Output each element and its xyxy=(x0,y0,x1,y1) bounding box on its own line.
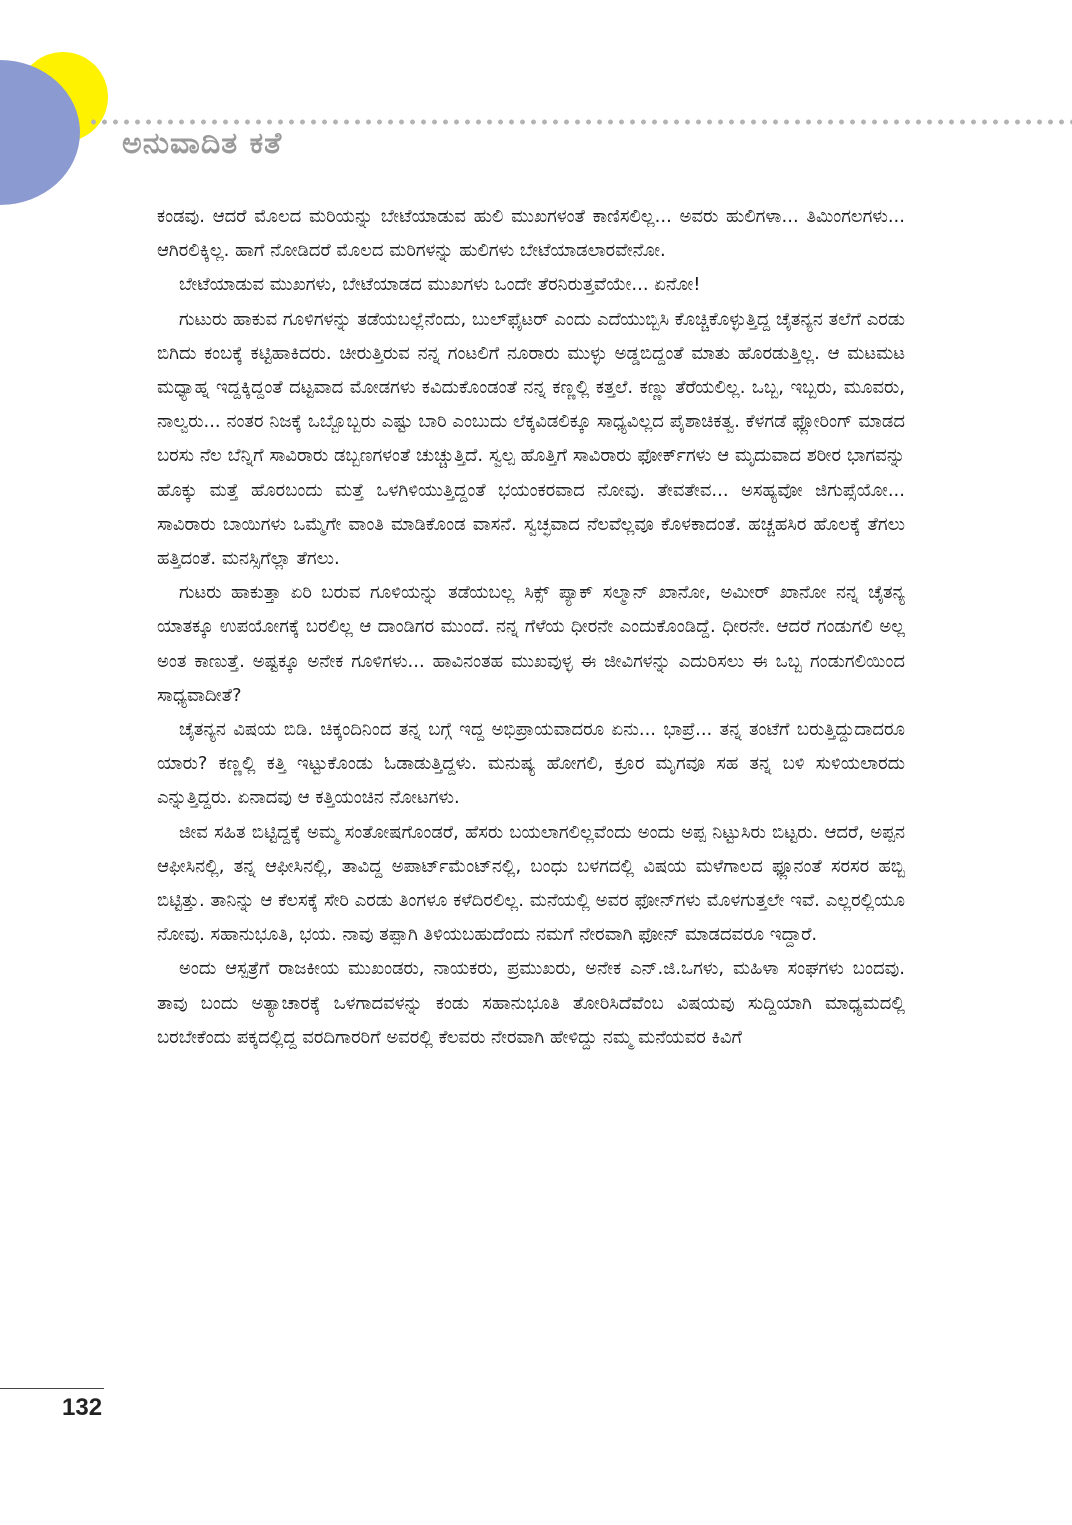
paragraph: ಅಂದು ಆಸ್ಪತ್ರೆಗೆ ರಾಜಕೀಯ ಮುಖಂಡರು, ನಾಯಕರು, ಪ್ರಮುಖರು, ಅನೇಕ ಎನ್.ಜಿ.ಒಗಳು, ಮಹಿಳಾ ಸಂಘಗಳು ಬಂದವು. ತಾವು ಬಂದು ಅತ್ಯಾಚಾರಕ್ಕೆ ಒಳಗಾದವಳನ್ನು ಕಂಡು ಸಹಾನುಭೂತಿ ತೋರಿಸಿದೆವೆಂಬ ವಿಷಯವು ಸುದ್ದಿಯಾಗಿ ಮಾಧ್ಯಮದಲ್ಲಿ ಬರಬೇಕೆಂದು ಪಕ್ಕದಲ್ಲಿದ್ದ ವರದಿಗಾರರಿಗೆ ಅವರಲ್ಲಿ ಕೆಲವರು ನೇರವಾಗಿ ಹೇಳಿದ್ದು ನಮ್ಮ ಮನೆಯವರ ಕಿವಿಗೆ xyxy=(157,958,905,1048)
paragraph: ಕಂಡವು. ಆದರೆ ಮೊಲದ ಮರಿಯನ್ನು ಬೇಟೆಯಾಡುವ ಹುಲಿ ಮುಖಗಳಂತೆ ಕಾಣಿಸಲಿಲ್ಲ... ಅವರು ಹುಲಿಗಳಾ... ತಿಮಿಂಗಲಗಳು... ಆಗಿರಲಿಕ್ಕಿಲ್ಲ. ಹಾಗೆ ನೋಡಿದರೆ ಮೊಲದ ಮರಿಗಳನ್ನು ಹುಲಿಗಳು ಬೇಟೆಯಾಡಲಾರವೇನೋ. xyxy=(157,206,905,262)
section-title: ಅನುವಾದಿತ ಕತೆ xyxy=(122,126,283,161)
story-body xyxy=(157,200,905,1055)
paragraph: ಚೈತನ್ಯನ ವಿಷಯ ಬಿಡಿ. ಚಿಕ್ಕಂದಿನಿಂದ ತನ್ನ ಬಗ್ಗೆ ಇದ್ದ ಅಭಿಪ್ರಾಯವಾದರೂ ಏನು... ಭಾಪ್ರೆ... ತನ್ನ ತಂಟೆಗೆ ಬರುತ್ತಿದ್ದುದಾದರೂ ಯಾರು? ಕಣ್ಣಲ್ಲಿ ಕತ್ತಿ ಇಟ್ಟುಕೊಂಡು ಓಡಾಡುತ್ತಿದ್ದಳು. ಮನುಷ್ಯ ಹೋಗಲಿ, ಕ್ರೂರ ಮೃಗವೂ ಸಹ ತನ್ನ ಬಳಿ ಸುಳಿಯಲಾರದು ಎನ್ನುತ್ತಿದ್ದರು. ಏನಾದವು ಆ ಕತ್ತಿಯಂಚಿನ ನೋಟಗಳು. xyxy=(157,719,905,809)
paragraph: ಜೀವ ಸಹಿತ ಬಿಟ್ಟಿದ್ದಕ್ಕೆ ಅಮ್ಮ ಸಂತೋಷಗೊಂಡರೆ, ಹೆಸರು ಬಯಲಾಗಲಿಲ್ಲವೆಂದು ಅಂದು ಅಪ್ಪ ನಿಟ್ಟುಸಿರು ಬಿಟ್ಟರು. ಆದರೆ, ಅಪ್ಪನ ಆಫೀಸಿನಲ್ಲಿ, ತನ್ನ ಆಫೀಸಿನಲ್ಲಿ, ತಾವಿದ್ದ ಅಪಾರ್ಟ್‌ಮೆಂಟ್‌ನಲ್ಲಿ, ಬಂಧು ಬಳಗದಲ್ಲಿ ವಿಷಯ ಮಳೆಗಾಲದ ಫ್ಲೂನಂತೆ ಸರಸರ ಹಬ್ಬಿ ಬಿಟ್ಟಿತ್ತು. ತಾನಿನ್ನು ಆ ಕೆಲಸಕ್ಕೆ ಸೇರಿ ಎರಡು ತಿಂಗಳೂ ಕಳೆದಿರಲಿಲ್ಲ. ಮನೆಯಲ್ಲಿ ಅವರ ಫೋನ್‌ಗಳು ಮೊಳಗುತ್ತಲೇ ಇವೆ. ಎಲ್ಲರಲ್ಲಿಯೂ ನೋವು. ಸಹಾನುಭೂತಿ, ಭಯ. ನಾವು ತಪ್ಪಾಗಿ ತಿಳಿಯಬಹುದೆಂದು ನಮಗೆ ನೇರವಾಗಿ ಫೋನ್ ಮಾಡದವರೂ ಇದ್ದಾರೆ. xyxy=(157,821,905,946)
paragraph: ಬೇಟೆಯಾಡುವ ಮುಖಗಳು, ಬೇಟೆಯಾಡದ ಮುಖಗಳು ಒಂದೇ ತೆರನಿರುತ್ತವೆಯೇ... ಏನೋ! xyxy=(179,274,701,296)
footer-rule xyxy=(0,1388,104,1389)
page-number: 132 xyxy=(62,1394,103,1421)
paragraph: ಗುಟುರು ಹಾಕುವ ಗೂಳಿಗಳನ್ನು ತಡೆಯಬಲ್ಲೆನೆಂದು, ಬುಲ್‌ಫೈಟರ್ ಎಂದು ಎದೆಯುಬ್ಬಿಸಿ ಕೊಚ್ಚಿಕೊಳ್ಳುತ್ತಿದ್ದ ಚೈತನ್ಯನ ತಲೆಗೆ ಎರಡು ಬಿಗಿದು ಕಂಬಕ್ಕೆ ಕಟ್ಟಿಹಾಕಿದರು. ಚೀರುತ್ತಿರುವ ನನ್ನ ಗಂಟಲಿಗೆ ನೂರಾರು ಮುಳ್ಳು ಅಡ್ಡಬಿದ್ದಂತೆ ಮಾತು ಹೊರಡುತ್ತಿಲ್ಲ. ಆ ಮಟಮಟ ಮಧ್ಯಾಹ್ನ ಇದ್ದಕ್ಕಿದ್ದಂತೆ ದಟ್ಟವಾದ ಮೋಡಗಳು ಕವಿದುಕೊಂಡಂತೆ ನನ್ನ ಕಣ್ಣಲ್ಲಿ ಕತ್ತಲೆ. ಕಣ್ಣು ತೆರೆಯಲಿಲ್ಲ. ಒಬ್ಬ, ಇಬ್ಬರು, ಮೂವರು, ನಾಲ್ವರು... ನಂತರ ನಿಜಕ್ಕೆ ಒಬ್ಬೊಬ್ಬರು ಎಷ್ಟು ಬಾರಿ ಎಂಬುದು ಲೆಕ್ಕವಿಡಲಿಕ್ಕೂ ಸಾಧ್ಯವಿಲ್ಲದ ಪೈಶಾಚಿಕತ್ವ. ಕೆಳಗಡೆ ಫ್ಲೋರಿಂಗ್ ಮಾಡದ ಬರಸು ನೆಲ ಬೆನ್ನಿಗೆ ಸಾವಿರಾರು ಡಬ್ಬಣಗಳಂತೆ ಚುಚ್ಚುತ್ತಿದೆ. ಸ್ವಲ್ಪ ಹೊತ್ತಿಗೆ ಸಾವಿರಾರು ಫೋರ್ಕ್‌ಗಳು ಆ ಮೃದುವಾದ ಶರೀರ ಭಾಗವನ್ನು ಹೊಕ್ಕು ಮತ್ತೆ ಹೊರಬಂದು ಮತ್ತೆ ಒಳಗಿಳಿಯುತ್ತಿದ್ದಂತೆ ಭಯಂಕರವಾದ ನೋವು. ತೇವತೇವ... ಅಸಹ್ಯವೋ ಜಿಗುಪ್ಸೆಯೋ... ಸಾವಿರಾರು ಬಾಯಿಗಳು ಒಮ್ಮೆಗೇ ವಾಂತಿ ಮಾಡಿಕೊಂಡ ವಾಸನೆ. ಸ್ವಚ್ಛವಾದ ನೆಲವೆಲ್ಲವೂ ಕೊಳಕಾದಂತೆ. ಹಚ್ಚಹಸಿರ ಹೊಲಕ್ಕೆ ತೆಗಲು ಹತ್ತಿದಂತೆ. ಮನಸ್ಸಿಗೆಲ್ಲಾ ತೆಗಲು. xyxy=(157,308,905,570)
paragraph: ಗುಟರು ಹಾಕುತ್ತಾ ಏರಿ ಬರುವ ಗೂಳಿಯನ್ನು ತಡೆಯಬಲ್ಲ ಸಿಕ್ಸ್ ಪ್ಯಾಕ್ ಸಲ್ಮಾನ್ ಖಾನೋ, ಅಮೀರ್ ಖಾನೋ ನನ್ನ ಚೈತನ್ಯ ಯಾತಕ್ಕೂ ಉಪಯೋಗಕ್ಕೆ ಬರಲಿಲ್ಲ ಆ ದಾಂಡಿಗರ ಮುಂದೆ. ನನ್ನ ಗೆಳೆಯ ಧೀರನೇ ಎಂದುಕೊಂಡಿದ್ದೆ. ಧೀರನೇ. ಆದರೆ ಗಂಡುಗಲಿ ಅಲ್ಲ ಅಂತ ಕಾಣುತ್ತೆ. ಅಷ್ಟಕ್ಕೂ ಅನೇಕ ಗೂಳಿಗಳು... ಹಾವಿನಂತಹ ಮುಖವುಳ್ಳ ಈ ಜೀವಿಗಳನ್ನು ಎದುರಿಸಲು ಈ ಒಬ್ಬ ಗಂಡುಗಲಿಯಿಂದ ಸಾಧ್ಯವಾದೀತೆ? xyxy=(157,582,905,706)
